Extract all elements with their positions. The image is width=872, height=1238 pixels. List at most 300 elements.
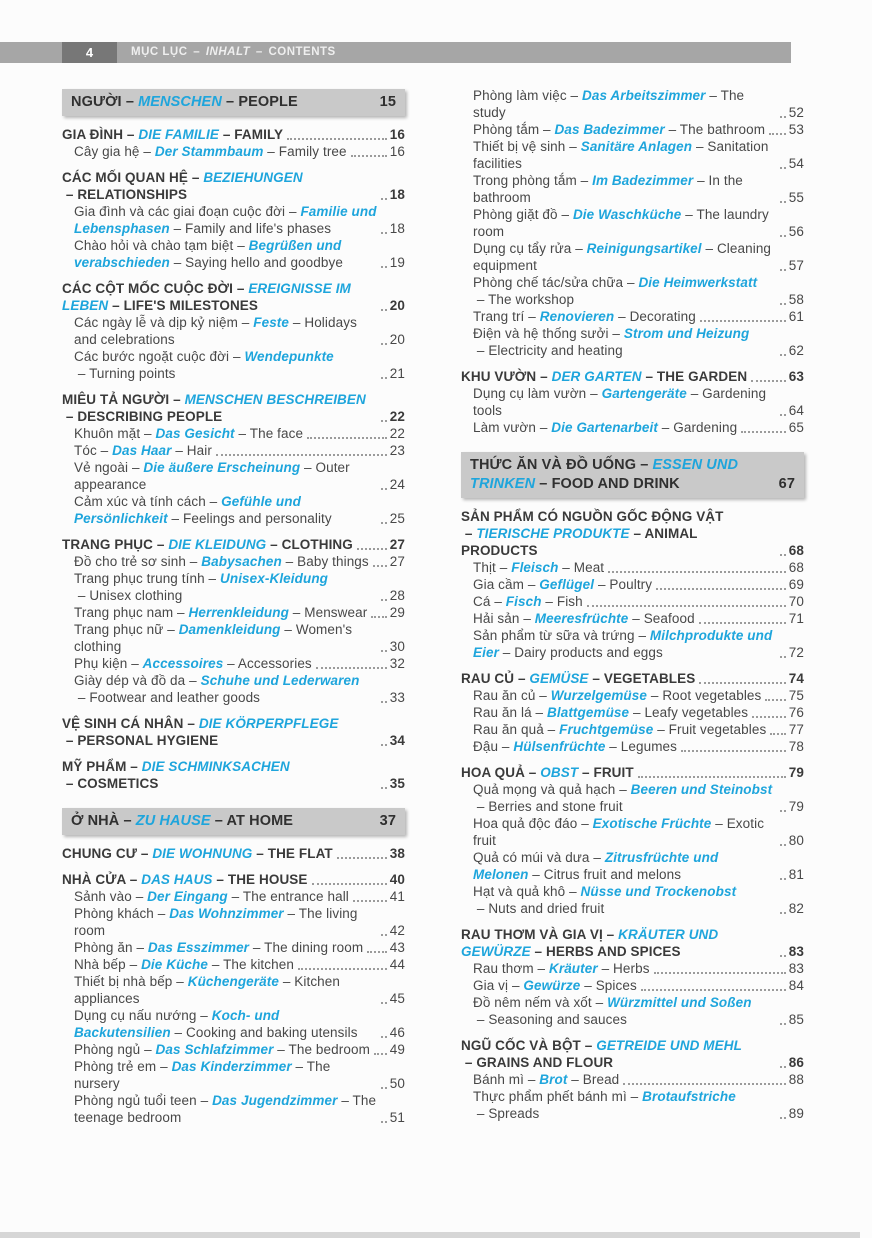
entry-page-number: 32	[389, 656, 405, 671]
entry-text	[74, 237, 377, 271]
entry-text	[473, 1071, 619, 1088]
toc-entry-item	[74, 621, 405, 655]
entry-text	[62, 536, 353, 553]
entry-page-number: 20	[389, 298, 405, 313]
entry-page-number: 85	[788, 1012, 804, 1027]
entry-text	[74, 1007, 377, 1041]
entry-text-en: DESCRIBING PEOPLE	[77, 409, 223, 424]
entry-page-number: 77	[788, 722, 804, 737]
entry-separator: –	[167, 511, 183, 526]
toc-entry-part	[62, 808, 405, 835]
entry-separator: –	[653, 722, 669, 737]
entry-text-vi: Phòng ngủ tuổi teen	[74, 1093, 197, 1108]
entry-separator: –	[74, 366, 90, 381]
entry-separator: –	[227, 889, 243, 904]
dot-leader	[357, 548, 387, 550]
entry-text-en: Hair	[186, 443, 212, 458]
entry-text-vi: CÁC CỘT MỐC CUỘC ĐỜI	[62, 281, 234, 296]
entry-text-vi: NGƯỜI	[71, 94, 122, 110]
entry-text-vi: Cá	[473, 594, 491, 609]
dot-leader	[780, 878, 786, 880]
entry-page-number: 18	[389, 221, 405, 236]
entry-text-de: MENSCHEN BESCHREIBEN	[184, 392, 366, 407]
entry-text-de: Schuhe und Lederwaren	[200, 673, 360, 688]
entry-text-vi: Tóc	[74, 443, 97, 458]
entry-text-en: Turning points	[89, 366, 176, 381]
toc-column-2	[461, 87, 804, 1122]
entry-separator: –	[490, 594, 506, 609]
entry-separator: –	[125, 957, 142, 972]
entry-text-de: KRÄUTER UND GEWÜRZE	[461, 927, 719, 959]
entry-text-vi: Trang phục nam	[74, 605, 174, 620]
entry-text-de: Wurzelgemüse	[550, 688, 647, 703]
entry-text-vi: Các ngày lễ và dịp kỷ niệm	[74, 315, 238, 330]
entry-text	[74, 672, 377, 706]
entry-page-number: 58	[788, 292, 804, 307]
entry-text	[62, 169, 377, 203]
entry-text-vi: Làm vườn	[473, 420, 536, 435]
entry-text-de: Feste	[253, 315, 290, 330]
entry-page-number: 22	[389, 426, 405, 441]
entry-text	[473, 87, 776, 121]
entry-separator: –	[541, 594, 557, 609]
entry-text	[62, 715, 377, 749]
entry-separator: –	[140, 1042, 156, 1057]
entry-text-vi: Ở NHÀ	[71, 813, 120, 829]
entry-separator: –	[123, 127, 139, 142]
entry-page-number: 23	[389, 443, 405, 458]
toc-entry-item	[473, 1088, 804, 1122]
entry-page-number: 34	[389, 733, 405, 748]
entry-separator: –	[185, 554, 202, 569]
entry-text	[74, 459, 377, 493]
entry-page-number: 74	[788, 671, 804, 686]
entry-text-en: Family and life's phases	[185, 221, 332, 236]
toc-entry-item	[74, 1058, 405, 1092]
entry-text	[74, 621, 377, 655]
entry-text-en: Root vegetables	[662, 688, 762, 703]
entry-separator: –	[629, 705, 645, 720]
toc-entry-item	[473, 206, 804, 240]
entry-text-de: Küchengeräte	[187, 974, 279, 989]
dot-leader	[312, 883, 387, 885]
entry-text	[74, 425, 303, 442]
entry-text-vi: Thực phẩm phết bánh mì	[473, 1089, 627, 1104]
entry-separator: –	[626, 1089, 643, 1104]
toc-entry-item	[473, 704, 804, 721]
entry-separator: –	[524, 309, 540, 324]
entry-text-de: Renovieren	[539, 309, 615, 324]
entry-text-en: The dining room	[264, 940, 364, 955]
entry-text	[461, 926, 776, 960]
toc-entry-item	[74, 348, 405, 382]
entry-text-en: Herbs	[613, 961, 650, 976]
entry-text-vi: Quả mọng và quả hạch	[473, 782, 616, 797]
entry-text-en: The bedroom	[288, 1042, 370, 1057]
entry-separator: –	[234, 426, 250, 441]
entry-text-de: Gefühle und Persönlichkeit	[74, 494, 301, 526]
entry-page-number: 57	[788, 258, 804, 273]
toc-entry-item	[74, 493, 405, 527]
toc-entry-item	[473, 687, 804, 704]
entry-separator: –	[586, 386, 602, 401]
entry-page-number: 70	[788, 594, 804, 609]
entry-separator: –	[523, 577, 540, 592]
entry-text-en: The nursery	[74, 1059, 331, 1091]
entry-separator: –	[273, 1042, 289, 1057]
entry-separator: –	[530, 944, 547, 959]
toc-entry-item	[473, 121, 804, 138]
entry-text-en: The laundry room	[473, 207, 769, 239]
entry-text-de: Gewürze	[523, 978, 581, 993]
dot-leader	[287, 138, 387, 140]
entry-separator: –	[266, 537, 282, 552]
entry-text	[74, 655, 312, 672]
toc-entry-item	[473, 977, 804, 994]
entry-page-number: 68	[788, 560, 804, 575]
entry-separator: –	[196, 1008, 212, 1023]
entry-text-en: Meat	[573, 560, 605, 575]
entry-page-number: 52	[788, 105, 804, 120]
dot-leader	[381, 1121, 387, 1123]
entry-text	[71, 93, 298, 112]
entry-text-vi: Nhà bếp	[74, 957, 126, 972]
toc-entry-item	[74, 888, 405, 905]
dot-leader	[381, 343, 387, 345]
entry-separator: –	[681, 207, 697, 222]
toc-entry-item	[473, 883, 804, 917]
dot-leader	[371, 616, 386, 618]
entry-page-number: 79	[788, 799, 804, 814]
entry-text-en: Spices	[595, 978, 637, 993]
entry-text-en: The bathroom	[679, 122, 766, 137]
entry-text-de: Das Esszimmer	[147, 940, 250, 955]
entry-text-de: Fisch	[505, 594, 542, 609]
entry-text-vi: Thiết bị nhà bếp	[74, 974, 173, 989]
entry-page-number: 63	[788, 369, 804, 384]
entry-text	[473, 610, 695, 627]
entry-text-vi: Vẻ ngoài	[74, 460, 129, 475]
entry-separator: –	[62, 733, 78, 748]
entry-page-number: 68	[788, 543, 804, 558]
entry-text	[473, 994, 776, 1028]
entry-text-vi: Dụng cụ làm vườn	[473, 386, 587, 401]
entry-text-vi: Gia đình và các giai đoạn cuộc đời	[74, 204, 286, 219]
entry-separator: –	[629, 526, 645, 541]
toc-entry-item	[74, 939, 405, 956]
entry-separator: –	[119, 813, 136, 829]
toc-entry-item	[473, 1071, 804, 1088]
entry-page-number: 80	[788, 833, 804, 848]
toc-entry-item	[74, 905, 405, 939]
entry-text-vi: THỨC ĂN VÀ ĐỒ UỐNG	[470, 457, 637, 473]
dot-leader	[608, 571, 786, 573]
toc-entry-item	[473, 419, 804, 436]
entry-page-number: 88	[788, 1072, 804, 1087]
entry-text	[473, 325, 776, 359]
entry-separator: –	[641, 369, 657, 384]
entry-separator: –	[204, 571, 220, 586]
entry-text-de: Koch- und Backutensilien	[74, 1008, 280, 1040]
entry-text-en: Sanitation facilities	[473, 139, 769, 171]
entry-text	[473, 687, 761, 704]
entry-separator: –	[223, 656, 238, 671]
entry-page-number: 22	[389, 409, 405, 424]
entry-text-de: ZU HAUSE	[135, 813, 211, 829]
entry-text	[461, 670, 695, 687]
entry-separator: –	[588, 671, 604, 686]
entry-text-de: Gartengeräte	[601, 386, 687, 401]
dot-leader	[780, 167, 786, 169]
toc-entry-item	[74, 570, 405, 604]
entry-separator: –	[281, 554, 298, 569]
entry-page-number: 76	[788, 705, 804, 720]
entry-text-de: DIE SCHMINKSACHEN	[141, 759, 290, 774]
toc-entry-item	[74, 459, 405, 493]
entry-text-vi: Giày dép và đồ da	[74, 673, 186, 688]
entry-text-en: FRUIT	[593, 765, 634, 780]
entry-text-vi: RAU CỦ	[461, 671, 515, 686]
dot-leader	[780, 1066, 786, 1068]
toc-entry-item	[473, 240, 804, 274]
entry-separator: –	[128, 460, 144, 475]
entry-text	[74, 553, 369, 570]
entry-text-de: OBST	[540, 765, 579, 780]
dot-leader	[381, 934, 387, 936]
entry-separator: –	[473, 799, 489, 814]
entry-text-de: Die Heimwerkstatt	[638, 275, 758, 290]
dot-leader	[337, 857, 387, 859]
entry-separator: –	[594, 577, 610, 592]
entry-text-vi: Phòng khách	[74, 906, 154, 921]
dot-leader	[780, 844, 786, 846]
dot-leader	[587, 605, 786, 607]
entry-page-number: 49	[389, 1042, 405, 1057]
entry-text	[473, 704, 748, 721]
toc-entry-item	[473, 576, 804, 593]
dot-leader	[780, 1023, 786, 1025]
entry-separator: –	[125, 872, 142, 887]
entry-text-vi: Rau thơm	[473, 961, 534, 976]
entry-separator: –	[74, 588, 90, 603]
dot-leader	[353, 900, 387, 902]
toc-entry-chapter	[62, 871, 405, 888]
entry-text-vi: Chào hỏi và chào tạm biệt	[74, 238, 234, 253]
dot-leader	[381, 599, 387, 601]
entry-separator: –	[140, 426, 156, 441]
entry-text-vi: Phòng ngủ	[74, 1042, 141, 1057]
entry-text-vi: Cảm xúc và tính cách	[74, 494, 206, 509]
entry-text	[473, 593, 583, 610]
entry-text	[74, 348, 377, 382]
entry-text-de: Die Gartenarbeit	[551, 420, 658, 435]
entry-separator: –	[108, 298, 124, 313]
entry-text-en: Leafy vegetables	[644, 705, 749, 720]
dot-leader	[780, 303, 786, 305]
toc-entry-item	[473, 627, 804, 661]
entry-text-en: Unisex clothing	[89, 588, 183, 603]
entry-text-en: Family tree	[278, 144, 347, 159]
entry-text-de: Sanitäre Anlagen	[580, 139, 693, 154]
entry-text-en: CLOTHING	[281, 537, 353, 552]
entry-text-de: Die Waschküche	[572, 207, 682, 222]
toc-entry-item	[74, 143, 405, 160]
entry-text	[473, 738, 677, 755]
entry-page-number: 25	[389, 511, 405, 526]
entry-separator: –	[536, 369, 552, 384]
entry-separator: –	[528, 867, 544, 882]
toc-entry-chapter	[62, 391, 405, 425]
dot-leader	[699, 682, 785, 684]
toc-entry-chapter	[62, 715, 405, 749]
page-footer-bar	[0, 1232, 860, 1238]
entry-page-number: 84	[788, 978, 804, 993]
entry-page-number: 28	[389, 588, 405, 603]
entry-text-vi: Rau ăn quả	[473, 722, 544, 737]
entry-text-en: Decorating	[629, 309, 696, 324]
entry-text-en: The face	[249, 426, 304, 441]
entry-page-number: 69	[788, 577, 804, 592]
entry-page-number: 62	[788, 343, 804, 358]
entry-text-de: Exotische Früchte	[592, 816, 712, 831]
entry-text-vi: Thịt	[473, 560, 496, 575]
entry-separator: –	[171, 443, 187, 458]
entry-separator: –	[278, 974, 295, 989]
dot-leader	[780, 1117, 786, 1119]
entry-page-number: 29	[389, 605, 405, 620]
entry-text-en: The workshop	[488, 292, 575, 307]
entry-separator: –	[565, 884, 581, 899]
entry-text-vi: Phụ kiện	[74, 656, 128, 671]
entry-text-vi: Cây gia hệ	[74, 144, 140, 159]
entry-text-de: GEMÜSE	[529, 671, 589, 686]
entry-page-number: 46	[389, 1025, 405, 1040]
header-separator: –	[255, 46, 263, 58]
entry-page-number: 24	[389, 477, 405, 492]
entry-separator: –	[461, 1055, 477, 1070]
dot-leader	[780, 354, 786, 356]
entry-text-de: Kräuter	[549, 961, 598, 976]
entry-text	[62, 280, 377, 314]
entry-text-en: Fruit vegetables	[668, 722, 767, 737]
entry-separator: –	[285, 204, 301, 219]
entry-text-de: ESSEN UND TRINKEN	[470, 457, 739, 492]
toc-entry-item	[473, 87, 804, 121]
dot-leader	[381, 377, 387, 379]
entry-text	[74, 1092, 377, 1126]
toc-entry-item	[74, 956, 405, 973]
entry-separator: –	[153, 537, 169, 552]
entry-separator: –	[183, 716, 199, 731]
entry-separator: –	[558, 560, 574, 575]
entry-text	[74, 888, 349, 905]
dot-leader	[780, 656, 786, 658]
entry-text-en: The study	[473, 88, 745, 120]
entry-page-number: 86	[788, 1055, 804, 1070]
entry-separator: –	[711, 816, 727, 831]
entry-text-de: Das Kinderzimmer	[171, 1059, 292, 1074]
entry-text	[473, 576, 652, 593]
dot-leader	[381, 309, 387, 311]
entry-text-de: Der Stammbaum	[154, 144, 264, 159]
dot-leader	[307, 437, 387, 439]
toc-entry-item	[473, 325, 804, 359]
entry-text-de: Das Haar	[112, 443, 172, 458]
entry-page-number: 67	[778, 476, 795, 492]
header-title	[131, 42, 336, 63]
entry-text-vi: Khuôn mặt	[74, 426, 141, 441]
entry-separator: –	[571, 241, 587, 256]
entry-text-en: Dairy products and eggs	[514, 645, 663, 660]
entry-page-number: 37	[379, 813, 396, 829]
entry-page-number: 33	[389, 690, 405, 705]
toc-entry-item	[473, 172, 804, 206]
entry-separator: –	[578, 765, 594, 780]
entry-text-de: Meeresfrüchte	[534, 611, 629, 626]
entry-text-en: Exotic fruit	[473, 816, 765, 848]
dot-leader	[770, 733, 785, 735]
entry-separator: –	[531, 705, 548, 720]
entry-text-en: Cooking and baking utensils	[186, 1025, 358, 1040]
toc-entry-item	[74, 203, 405, 237]
entry-separator: –	[692, 139, 708, 154]
entry-separator: –	[229, 349, 245, 364]
entry-text-vi: Bánh mì	[473, 1072, 524, 1087]
dot-leader	[780, 235, 786, 237]
toc-columns	[62, 87, 804, 1126]
entry-page-number: 27	[389, 537, 405, 552]
entry-separator: –	[539, 122, 555, 137]
entry-separator: –	[196, 1093, 213, 1108]
toc-entry-item	[473, 815, 804, 849]
entry-text	[473, 274, 776, 308]
entry-text-en: HERBS AND SPICES	[546, 944, 681, 959]
entry-separator: –	[614, 309, 630, 324]
entry-separator: –	[137, 846, 153, 861]
entry-text-vi: Gia cầm	[473, 577, 524, 592]
entry-text-vi: Phòng ăn	[74, 940, 133, 955]
entry-text-de: Das Jugendzimmer	[212, 1093, 338, 1108]
dot-leader	[381, 232, 387, 234]
dot-leader	[751, 380, 786, 382]
entry-text-vi: Rau ăn lá	[473, 705, 532, 720]
toc-entry-item	[74, 237, 405, 271]
entry-separator: –	[535, 688, 551, 703]
entry-separator: –	[524, 765, 541, 780]
entry-text-en: Holidays and celebrations	[74, 315, 357, 347]
toc-entry-item	[473, 849, 804, 883]
dot-leader	[381, 266, 387, 268]
entry-text	[473, 308, 696, 325]
entry-separator: –	[498, 645, 515, 660]
entry-page-number: 64	[788, 403, 804, 418]
entry-separator: –	[185, 673, 201, 688]
entry-separator: –	[580, 1038, 597, 1053]
entry-text	[74, 1058, 377, 1092]
entry-text	[74, 973, 377, 1007]
toc-entry-item	[74, 442, 405, 459]
toc-entry-chapter	[62, 845, 405, 862]
entry-separator: –	[121, 94, 139, 110]
entry-text-en: Nuts and dried fruit	[488, 901, 605, 916]
entry-text-vi: CHUNG CƯ	[62, 846, 137, 861]
entry-separator: –	[498, 739, 514, 754]
entry-text-vi: Dụng cụ nấu nướng	[74, 1008, 197, 1023]
entry-text-en: Gardening tools	[473, 386, 767, 418]
toc-entry-item	[74, 1041, 405, 1058]
dot-leader	[780, 554, 786, 556]
entry-text-vi: Rau ăn củ	[473, 688, 536, 703]
